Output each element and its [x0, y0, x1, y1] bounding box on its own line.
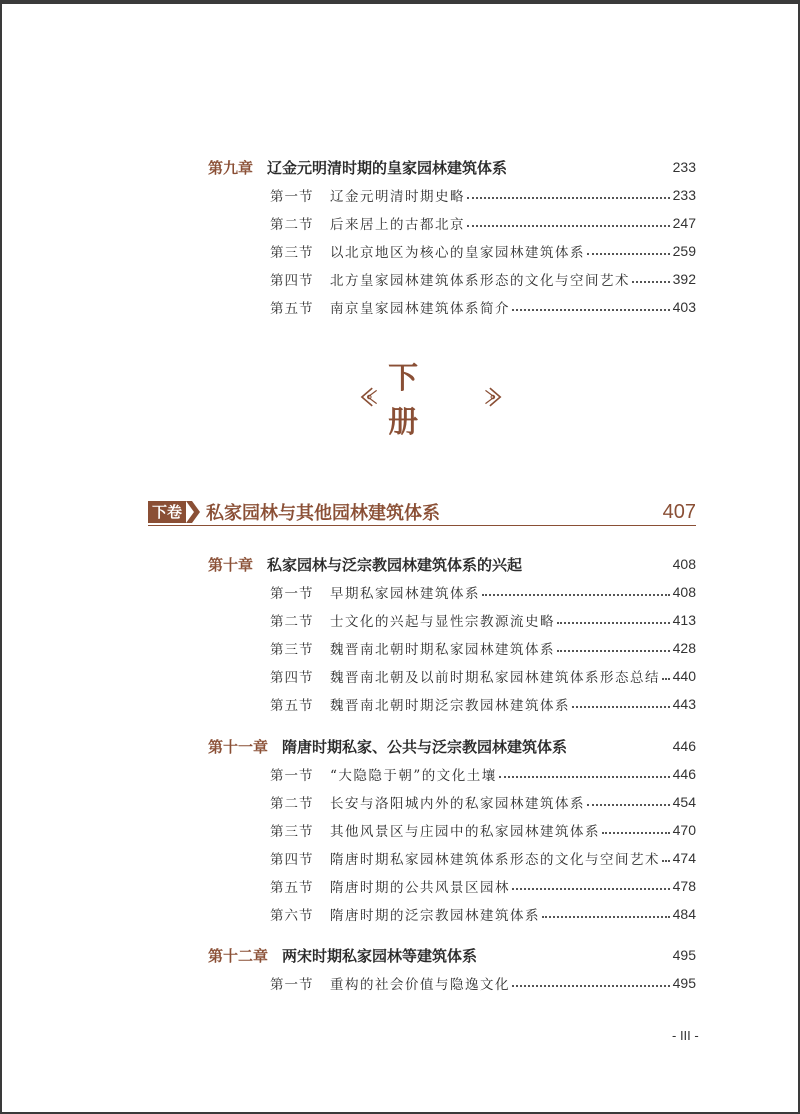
- left-ornament-icon: [356, 382, 378, 412]
- section-title: “大隐隐于朝”的文化土壤: [330, 768, 497, 784]
- section-number: 第五节: [270, 880, 314, 896]
- toc-chapter-9: [208, 153, 696, 321]
- toc-section-entry[interactable]: [208, 760, 696, 788]
- section-number: 第一节: [270, 189, 314, 205]
- dot-leader: [467, 225, 670, 227]
- chapter-heading[interactable]: [208, 153, 696, 181]
- section-page: 408: [672, 584, 696, 600]
- toc-section-entry[interactable]: [208, 816, 696, 844]
- toc-section-entry[interactable]: [208, 265, 696, 293]
- section-number: 第三节: [270, 824, 314, 840]
- section-page: 247: [672, 215, 696, 231]
- dot-leader: [602, 832, 670, 834]
- section-page: 470: [672, 822, 696, 838]
- chapter-title: 隋唐时期私家、公共与泛宗教园林建筑体系: [282, 737, 568, 756]
- section-title: 重构的社会价值与隐逸文化: [330, 977, 510, 993]
- section-title: 南京皇家园林建筑体系简介: [330, 301, 510, 317]
- dot-leader: [512, 888, 670, 890]
- section-number: 第二节: [270, 217, 314, 233]
- section-page: 259: [672, 243, 696, 259]
- section-number: 第五节: [270, 301, 314, 317]
- section-title: 隋唐时期的泛宗教园林建筑体系: [330, 908, 540, 924]
- section-title: 长安与洛阳城内外的私家园林建筑体系: [330, 796, 585, 812]
- toc-section-entry[interactable]: [208, 662, 696, 690]
- section-number: 第三节: [270, 245, 314, 261]
- section-title: 后来居上的古都北京: [330, 217, 465, 233]
- section-page: 454: [672, 794, 696, 810]
- toc-section-entry[interactable]: [208, 690, 696, 718]
- dot-leader: [499, 776, 670, 778]
- dot-leader: [512, 985, 670, 987]
- chapter-title: 两宋时期私家园林等建筑体系: [282, 946, 478, 965]
- section-title: 士文化的兴起与显性宗教源流史略: [330, 614, 555, 630]
- section-title: 魏晋南北朝时期泛宗教园林建筑体系: [330, 698, 570, 714]
- part-tag: 下卷: [148, 501, 186, 523]
- dot-leader: [587, 804, 670, 806]
- section-title: 北方皇家园林建筑体系形态的文化与空间艺术: [330, 273, 630, 289]
- section-number: 第一节: [270, 586, 314, 602]
- dot-leader: [662, 860, 670, 862]
- section-number: 第三节: [270, 642, 314, 658]
- section-number: 第四节: [270, 852, 314, 868]
- section-title: 其他风景区与庄园中的私家园林建筑体系: [330, 824, 600, 840]
- volume-heading: [356, 361, 506, 440]
- section-page: 428: [672, 640, 696, 656]
- toc-section-entry[interactable]: [208, 844, 696, 872]
- section-number: 第六节: [270, 908, 314, 924]
- section-page: 440: [672, 668, 696, 684]
- section-page: 413: [672, 612, 696, 628]
- chapter-heading[interactable]: [208, 732, 696, 760]
- section-page: 495: [672, 975, 696, 991]
- part-page: 407: [662, 500, 696, 523]
- section-title: 隋唐时期私家园林建筑体系形态的文化与空间艺术: [330, 852, 660, 868]
- dot-leader: [542, 916, 670, 918]
- section-page: 403: [672, 299, 696, 315]
- toc-section-entry[interactable]: [208, 872, 696, 900]
- toc-section-entry[interactable]: [208, 900, 696, 928]
- left-border: [0, 0, 2, 1114]
- toc-section-entry[interactable]: [208, 237, 696, 265]
- toc-section-entry[interactable]: [208, 606, 696, 634]
- dot-leader: [587, 253, 670, 255]
- section-page: 446: [672, 766, 696, 782]
- chapter-number: 第十二章: [208, 946, 269, 965]
- toc-section-entry[interactable]: [208, 969, 696, 997]
- chapter-page: 233: [672, 159, 696, 175]
- dot-leader: [482, 594, 670, 596]
- toc-section-entry[interactable]: [208, 788, 696, 816]
- section-number: 第四节: [270, 273, 314, 289]
- toc-section-entry[interactable]: [208, 181, 696, 209]
- section-number: 第一节: [270, 977, 314, 993]
- section-page: 392: [672, 271, 696, 287]
- section-page: 233: [672, 187, 696, 203]
- toc-section-entry[interactable]: [208, 293, 696, 321]
- section-number: 第二节: [270, 796, 314, 812]
- toc-section-entry[interactable]: [208, 578, 696, 606]
- chapter-page: 495: [672, 947, 696, 963]
- chapter-number: 第九章: [208, 158, 254, 177]
- section-number: 第四节: [270, 670, 314, 686]
- section-number: 第二节: [270, 614, 314, 630]
- chapter-number: 第十章: [208, 555, 254, 574]
- dot-leader: [557, 650, 670, 652]
- part-header[interactable]: [148, 499, 696, 526]
- section-title: 隋唐时期的公共风景区园林: [330, 880, 510, 896]
- dot-leader: [557, 622, 670, 624]
- dot-leader: [467, 197, 670, 199]
- section-number: 第五节: [270, 698, 314, 714]
- top-border: [0, 0, 800, 4]
- chapter-page: 446: [672, 738, 696, 754]
- section-page: 478: [672, 878, 696, 894]
- right-ornament-icon: [484, 382, 506, 412]
- toc-section-entry[interactable]: [208, 634, 696, 662]
- toc-chapter-12: [208, 941, 696, 997]
- section-page: 484: [672, 906, 696, 922]
- chapter-title: 辽金元明清时期的皇家园林建筑体系: [267, 158, 508, 177]
- section-title: 魏晋南北朝时期私家园林建筑体系: [330, 642, 555, 658]
- section-page: 443: [672, 696, 696, 712]
- dot-leader: [512, 309, 670, 311]
- toc-section-entry[interactable]: [208, 209, 696, 237]
- chevron-right-icon: [186, 501, 200, 523]
- chapter-heading[interactable]: [208, 941, 696, 969]
- dot-leader: [572, 706, 670, 708]
- section-page: 474: [672, 850, 696, 866]
- chapter-heading[interactable]: [208, 550, 696, 578]
- chapter-page: 408: [672, 556, 696, 572]
- section-title: 以北京地区为核心的皇家园林建筑体系: [330, 245, 585, 261]
- section-number: 第一节: [270, 768, 314, 784]
- dot-leader: [632, 281, 670, 283]
- chapter-number: 第十一章: [208, 737, 269, 756]
- section-title: 辽金元明清时期史略: [330, 189, 465, 205]
- toc-chapter-10: [208, 550, 696, 718]
- dot-leader: [662, 678, 670, 680]
- section-title: 早期私家园林建筑体系: [330, 586, 480, 602]
- volume-title: 下 册: [388, 361, 437, 440]
- chapter-title: 私家园林与泛宗教园林建筑体系的兴起: [267, 555, 523, 574]
- page-number: - III -: [672, 1028, 699, 1043]
- toc-chapter-11: [208, 732, 696, 928]
- section-title: 魏晋南北朝及以前时期私家园林建筑体系形态总结: [330, 670, 660, 686]
- part-title: 私家园林与其他园林建筑体系: [206, 503, 441, 524]
